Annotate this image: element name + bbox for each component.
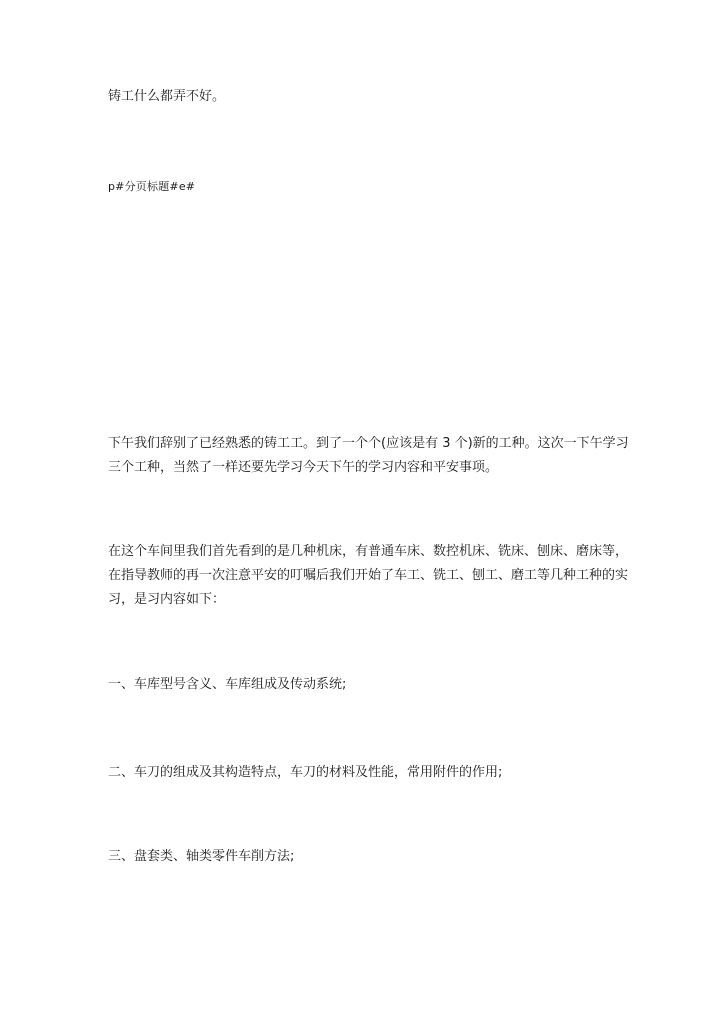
- paragraph-line: 下午我们辞别了已经熟悉的铸工工。到了一个个(应该是有 3 个)新的工种。这次一下午学习: [108, 436, 629, 451]
- paragraph-workshop: [108, 540, 629, 612]
- list-item-3: 三、盘套类、轴类零件车削方法;: [108, 849, 295, 864]
- paragraph-line: 在指导教师的再一次注意平安的叮嘱后我们开始了车工、铣工、刨工、磨工等几种工种的实: [108, 568, 629, 583]
- list-item-2: 二、车刀的组成及其构造特点，车刀的材料及性能，常用附件的作用;: [108, 765, 503, 780]
- list-item-1: 一、车库型号含义、车库组成及传动系统;: [108, 677, 347, 692]
- page-break-marker: p#分页标题#e#: [108, 180, 196, 193]
- paragraph-line: 习，是习内容如下：: [108, 592, 226, 607]
- paragraph-line: 在这个车间里我们首先看到的是几种机床，有普通车床、数控机床、铣床、刨床、磨床等，: [108, 544, 629, 559]
- text-line-casting: 铸工什么都弄不好。: [108, 89, 226, 104]
- paragraph-afternoon: [108, 432, 629, 480]
- paragraph-line: 三个工种，当然了一样还要先学习今天下午的学习内容和平安事项。: [108, 460, 499, 475]
